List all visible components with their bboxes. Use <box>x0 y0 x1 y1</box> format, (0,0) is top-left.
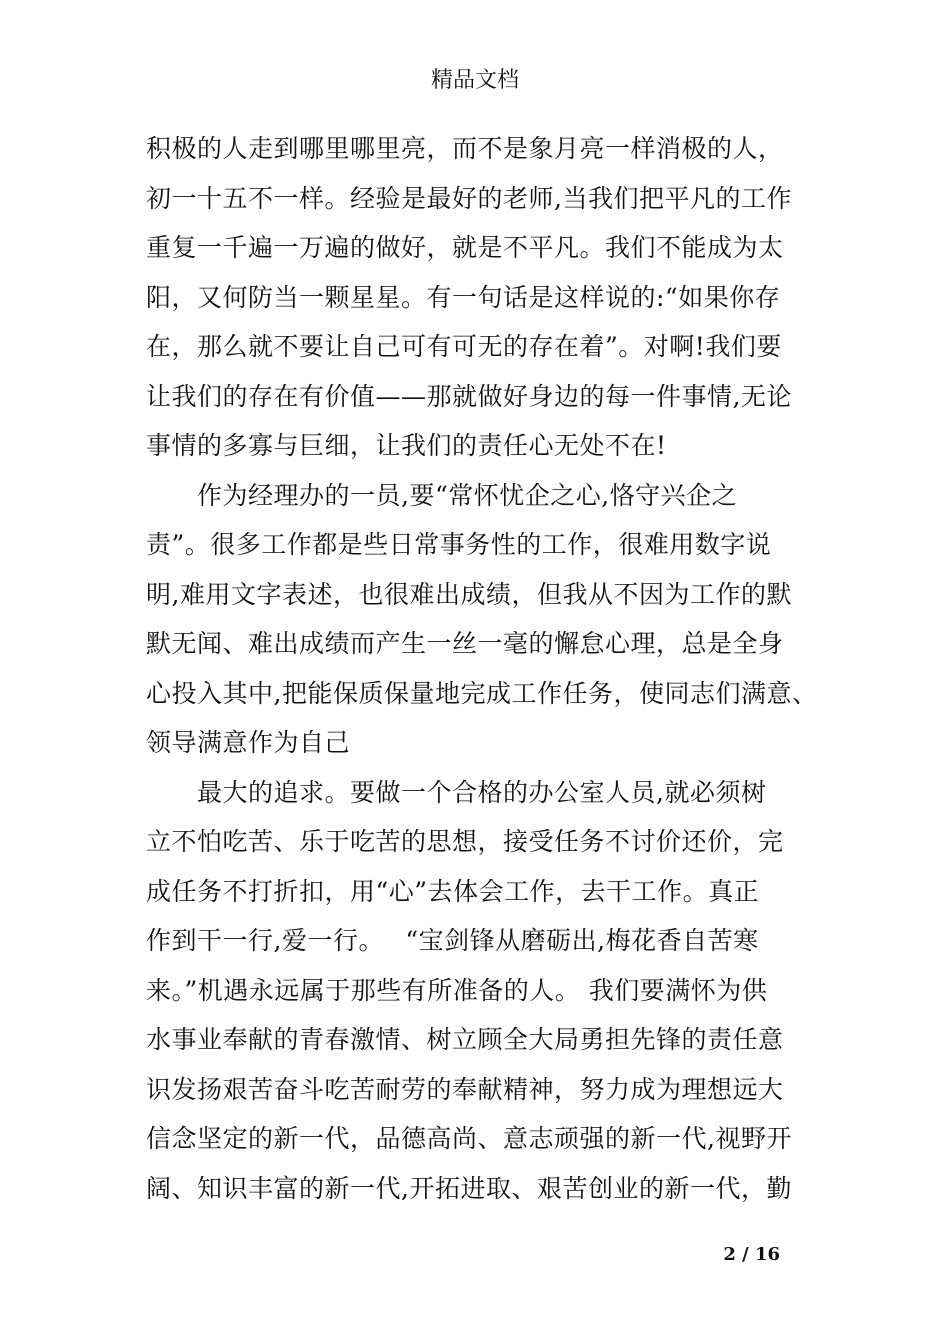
text-line: 领导满意作为自己 <box>146 728 351 757</box>
text-line: 事情的多寡与巨细，让我们的责任心无处不在! <box>146 431 667 460</box>
text-line: 在，那么就不要让自己可有可无的存在着”。对啊!我们要 <box>146 332 782 361</box>
text-line: 信念坚定的新一代，品德高尚、意志顽强的新一代,视野开 <box>146 1124 792 1153</box>
text-line: 积极的人走到哪里哪里亮，而不是象月亮一样消极的人， <box>146 134 784 163</box>
text-line: 成任务不打折扣，用“心”去体会工作，去干工作。真正 <box>146 876 760 906</box>
text-line: 重复一千遍一万遍的做好，就是不平凡。我们不能成为太 <box>146 233 784 262</box>
text-line: 阳，又何防当一颗星星。有一句话是这样说的:“如果你存 <box>146 282 781 312</box>
text-line: 阔、知识丰富的新一代,开拓进取、艰苦创业的新一代，勤 <box>146 1173 792 1203</box>
text-line: 初一十五不一样。经验是最好的老师,当我们把平凡的工作 <box>146 183 792 213</box>
text-line: 识发扬艰苦奋斗吃苦耐劳的奉献精神，努力成为理想远大 <box>146 1074 784 1104</box>
text-line: 作为经理办的一员,要“常怀忧企之心,恪守兴企之 <box>146 480 738 510</box>
text-line: 明,难用文字表述，也很难出成绩，但我从不因为工作的默 <box>146 579 792 609</box>
text-line: 来。”机遇永远属于那些有所准备的人。 我们要满怀为供 <box>146 975 768 1005</box>
text-line: 心投入其中,把能保质保量地完成工作任务，使同志们满意、 <box>146 678 818 708</box>
text-line: 默无闻、难出成绩而产生一丝一毫的懈怠心理，总是全身 <box>146 629 784 658</box>
document-body <box>146 124 816 1213</box>
text-line: 责”。很多工作都是些日常事务性的工作，很难用数字说 <box>146 530 772 559</box>
page-number: 2 / 16 <box>723 1244 780 1265</box>
text-line: 最大的追求。要做一个合格的办公室人员,就必须树 <box>146 777 767 807</box>
text-line: 水事业奉献的青春激情、树立顾全大局勇担先锋的责任意 <box>146 1025 784 1054</box>
text-line: 让我们的存在有价值——那就做好身边的每一件事情,无论 <box>146 381 792 411</box>
text-line: 作到干一行,爱一行。 “宝剑锋从磨砺出,梅花香自苦寒 <box>146 926 759 955</box>
page-header-title: 精品文档 <box>430 68 519 93</box>
text-line: 立不怕吃苦、乐于吃苦的思想，接受任务不讨价还价，完 <box>146 827 784 856</box>
